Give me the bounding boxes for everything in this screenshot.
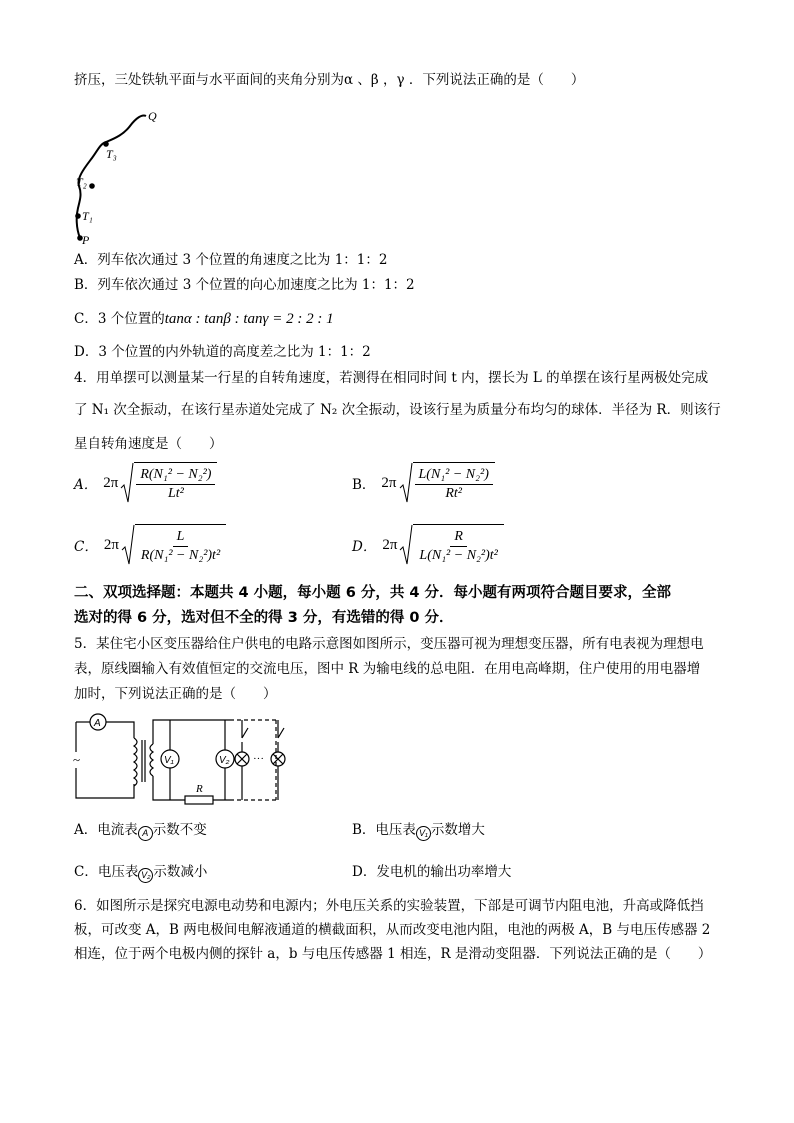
point-p-label: P: [82, 233, 90, 247]
voltmeter-2-icon: V₂: [138, 868, 153, 883]
ammeter-label: A: [94, 718, 101, 729]
q4-option-a: A． 2π $\frac{\text{R(N₁² − N₂²)}}{\text{Lt²}}$: [74, 462, 217, 504]
lamp-ellipsis: ···: [253, 753, 264, 765]
section-2-heading-line-1: 二、双项选择题：本题共 4 小题，每小题 6 分，共 4 分．每小题有两项符合题目要求，全部: [74, 585, 672, 601]
q4-option-d: D． 2π $\frac{R}{\text{L(N₁² − N₂²)t²}}$: [352, 524, 504, 566]
ammeter-icon: A: [138, 826, 153, 841]
point-t2-label: T₂: [76, 175, 87, 189]
q5-stem-line-3: 加时，下列说法正确的是（ ）: [74, 686, 277, 702]
q3-stem-line: 挤压，三处铁轨平面与水平面间的夹角分别为α 、β ，γ ．下列说法正确的是（ ）: [74, 72, 585, 88]
q6-stem-line-2: 板，可改变 A，B 两电极间电解液通道的横截面积，从而改变电池内阻，电池的两极 A，B 与电压传感器 2: [74, 922, 711, 938]
q5-stem-line-2: 表，原线圈输入有效值恒定的交流电压，图中 R 为输电线的总电阻．在用电高峰期，住户使用的用电器增: [74, 661, 701, 677]
q3-option-c-math: tanα : tanβ : tanγ = 2 : 2 : 1: [164, 311, 334, 327]
section-2-heading-line-2: 选对的得 6 分，选对但不全的得 3 分，有选错的得 0 分．: [74, 610, 454, 626]
voltmeter-1-icon: V₁: [416, 826, 431, 841]
voltmeter-2-label: V₂: [219, 755, 230, 766]
q5-option-c: C．电压表 V₂ 示数减小: [74, 862, 207, 883]
resistor-label: R: [196, 783, 203, 795]
q5-option-d: D．发电机的输出功率增大: [352, 864, 512, 880]
q5-option-a: A．电流表 A 示数不变: [74, 820, 207, 841]
q3-option-c: C．3 个位置的tanα : tanβ : tanγ = 2 : 2 : 1: [74, 311, 334, 327]
q4-option-c: C． 2π $\frac{L}{\text{R(N₁² − N₂²)t²}}$: [74, 524, 226, 566]
q5-circuit-diagram: [70, 712, 294, 806]
q6-stem-line-1: 6．如图所示是探究电源电动势和电源内；外电压关系的实验装置，下部是可调节内阻电池，升高或降低挡: [74, 898, 704, 914]
ac-source-symbol: ~: [73, 752, 81, 767]
point-t1-label: T₁: [82, 209, 93, 223]
q4-stem-line-3: 星自转角速度是（ ）: [74, 436, 223, 452]
voltmeter-1-label: V₁: [164, 755, 174, 766]
point-t3-label: T₃: [106, 147, 117, 161]
q5-option-b: B．电压表 V₁ 示数增大: [352, 820, 485, 841]
point-q-label: Q: [148, 109, 157, 123]
q3-option-a: A．列车依次通过 3 个位置的角速度之比为 1：1：2: [74, 252, 388, 268]
q4-option-b: B． 2π $\frac{\text{L(N₁² − N₂²)}}{\text{Rt²}}$: [352, 462, 495, 504]
q3-option-b: B．列车依次通过 3 个位置的向心加速度之比为 1：1：2: [74, 277, 415, 293]
q6-stem-line-3: 相连，位于两个电极内侧的探针 a，b 与电压传感器 1 相连，R 是滑动变阻器．下列说法正确的是（ ）: [74, 946, 712, 962]
q3-option-d: D．3 个位置的内外轨道的高度差之比为 1：1：2: [74, 344, 371, 360]
q4-stem-line-2: 了 N₁ 次全振动，在该行星赤道处完成了 N₂ 次全振动，设该行星为质量分布均匀的球体．半径为 R．则该行: [74, 402, 721, 418]
q3-track-figure: [66, 104, 176, 248]
q5-stem-line-1: 5．某住宅小区变压器给住户供电的电路示意图如图所示，变压器可视为理想变压器，所有电表视为理想电: [74, 636, 704, 652]
q4-stem-line-1: 4．用单摆可以测量某一行星的自转角速度，若测得在相同时间 t 内，摆长为 L 的单摆在该行星两极处完成: [74, 370, 709, 386]
